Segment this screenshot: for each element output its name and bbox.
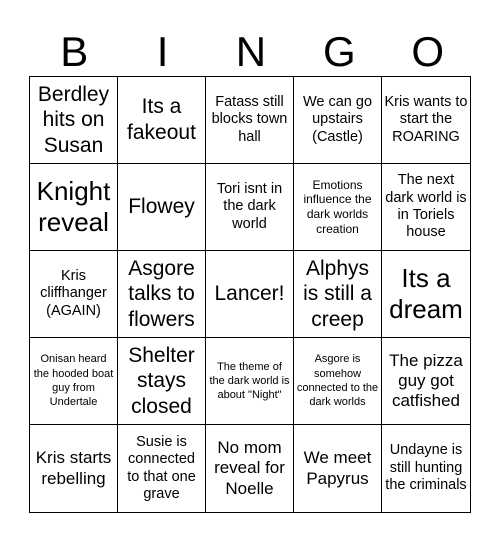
bingo-cell-text: Lancer!: [214, 282, 285, 306]
bingo-cell[interactable]: [294, 164, 382, 251]
bingo-cell-text: Kris cliffhanger (AGAIN): [40, 267, 107, 319]
bingo-cell-text: We can go upstairs (Castle): [302, 93, 373, 145]
bingo-cell-text: The theme of the dark world is about "Night": [209, 360, 290, 402]
bingo-cell-text: Shelter stays closed: [128, 343, 195, 418]
bingo-cell-text: We meet Papyrus: [303, 448, 372, 488]
bingo-cell[interactable]: [30, 77, 118, 164]
bingo-cell[interactable]: [382, 425, 470, 512]
bingo-cell[interactable]: [118, 77, 206, 164]
bingo-cell-text: No mom reveal for Noelle: [214, 438, 285, 498]
bingo-cell[interactable]: [294, 338, 382, 425]
bingo-cell-text: Its a fakeout: [127, 95, 196, 144]
header-letter-o: O: [411, 28, 445, 75]
bingo-cell[interactable]: [30, 338, 118, 425]
bingo-cell-text: Asgore talks to flowers: [128, 256, 195, 331]
bingo-cell[interactable]: [382, 77, 470, 164]
bingo-cell-text: Tori isnt in the dark world: [216, 180, 283, 232]
bingo-cell[interactable]: [30, 251, 118, 338]
bingo-cell-text: Susie is connected to that one grave: [127, 433, 196, 502]
bingo-cell-text: Kris starts rebelling: [35, 448, 112, 488]
bingo-header: [30, 28, 472, 76]
bingo-cell[interactable]: [382, 338, 470, 425]
bingo-cell[interactable]: [294, 77, 382, 164]
bingo-cell-text: Flowey: [128, 195, 195, 219]
bingo-cell-text: Alphys is still a creep: [303, 256, 372, 331]
bingo-cell-text: Emotions influence the dark worlds creation: [303, 177, 372, 236]
bingo-cell[interactable]: [206, 338, 294, 425]
bingo-cell[interactable]: [30, 425, 118, 512]
bingo-cell-text: Knight reveal: [36, 176, 111, 237]
bingo-cell-text: Its a dream: [389, 263, 463, 324]
bingo-cell[interactable]: [294, 251, 382, 338]
bingo-cell[interactable]: [118, 338, 206, 425]
bingo-cell-text: The next dark world is in Toriels house: [385, 172, 467, 241]
bingo-cell-text: Kris wants to start the ROARING: [384, 93, 468, 145]
bingo-cell-text: The pizza guy got catfished: [389, 350, 463, 411]
bingo-cell-text: Undayne is still hunting the criminals: [385, 442, 467, 494]
bingo-cell[interactable]: [118, 425, 206, 512]
bingo-cell[interactable]: [30, 164, 118, 251]
bingo-cell-text: Fatass still blocks town hall: [211, 93, 288, 145]
bingo-cell[interactable]: [206, 425, 294, 512]
bingo-cell[interactable]: [294, 425, 382, 512]
bingo-cell-text: Asgore is somehow connected to the dark worlds: [296, 353, 379, 409]
header-letter-g: G: [323, 28, 356, 75]
bingo-cell[interactable]: [118, 164, 206, 251]
bingo-cell[interactable]: [118, 251, 206, 338]
bingo-board: [29, 76, 471, 513]
bingo-cell[interactable]: [382, 164, 470, 251]
bingo-cell[interactable]: [382, 251, 470, 338]
bingo-cell-text: Onisan heard the hooded boat guy from Undertale: [33, 353, 114, 409]
header-letter-i: I: [156, 28, 169, 75]
bingo-cell-text: Berdley hits on Susan: [37, 82, 110, 157]
bingo-cell[interactable]: [206, 251, 294, 338]
bingo-cell[interactable]: [206, 77, 294, 164]
bingo-cell[interactable]: [206, 164, 294, 251]
header-letter-n: N: [235, 28, 267, 75]
header-letter-b: B: [60, 28, 89, 75]
